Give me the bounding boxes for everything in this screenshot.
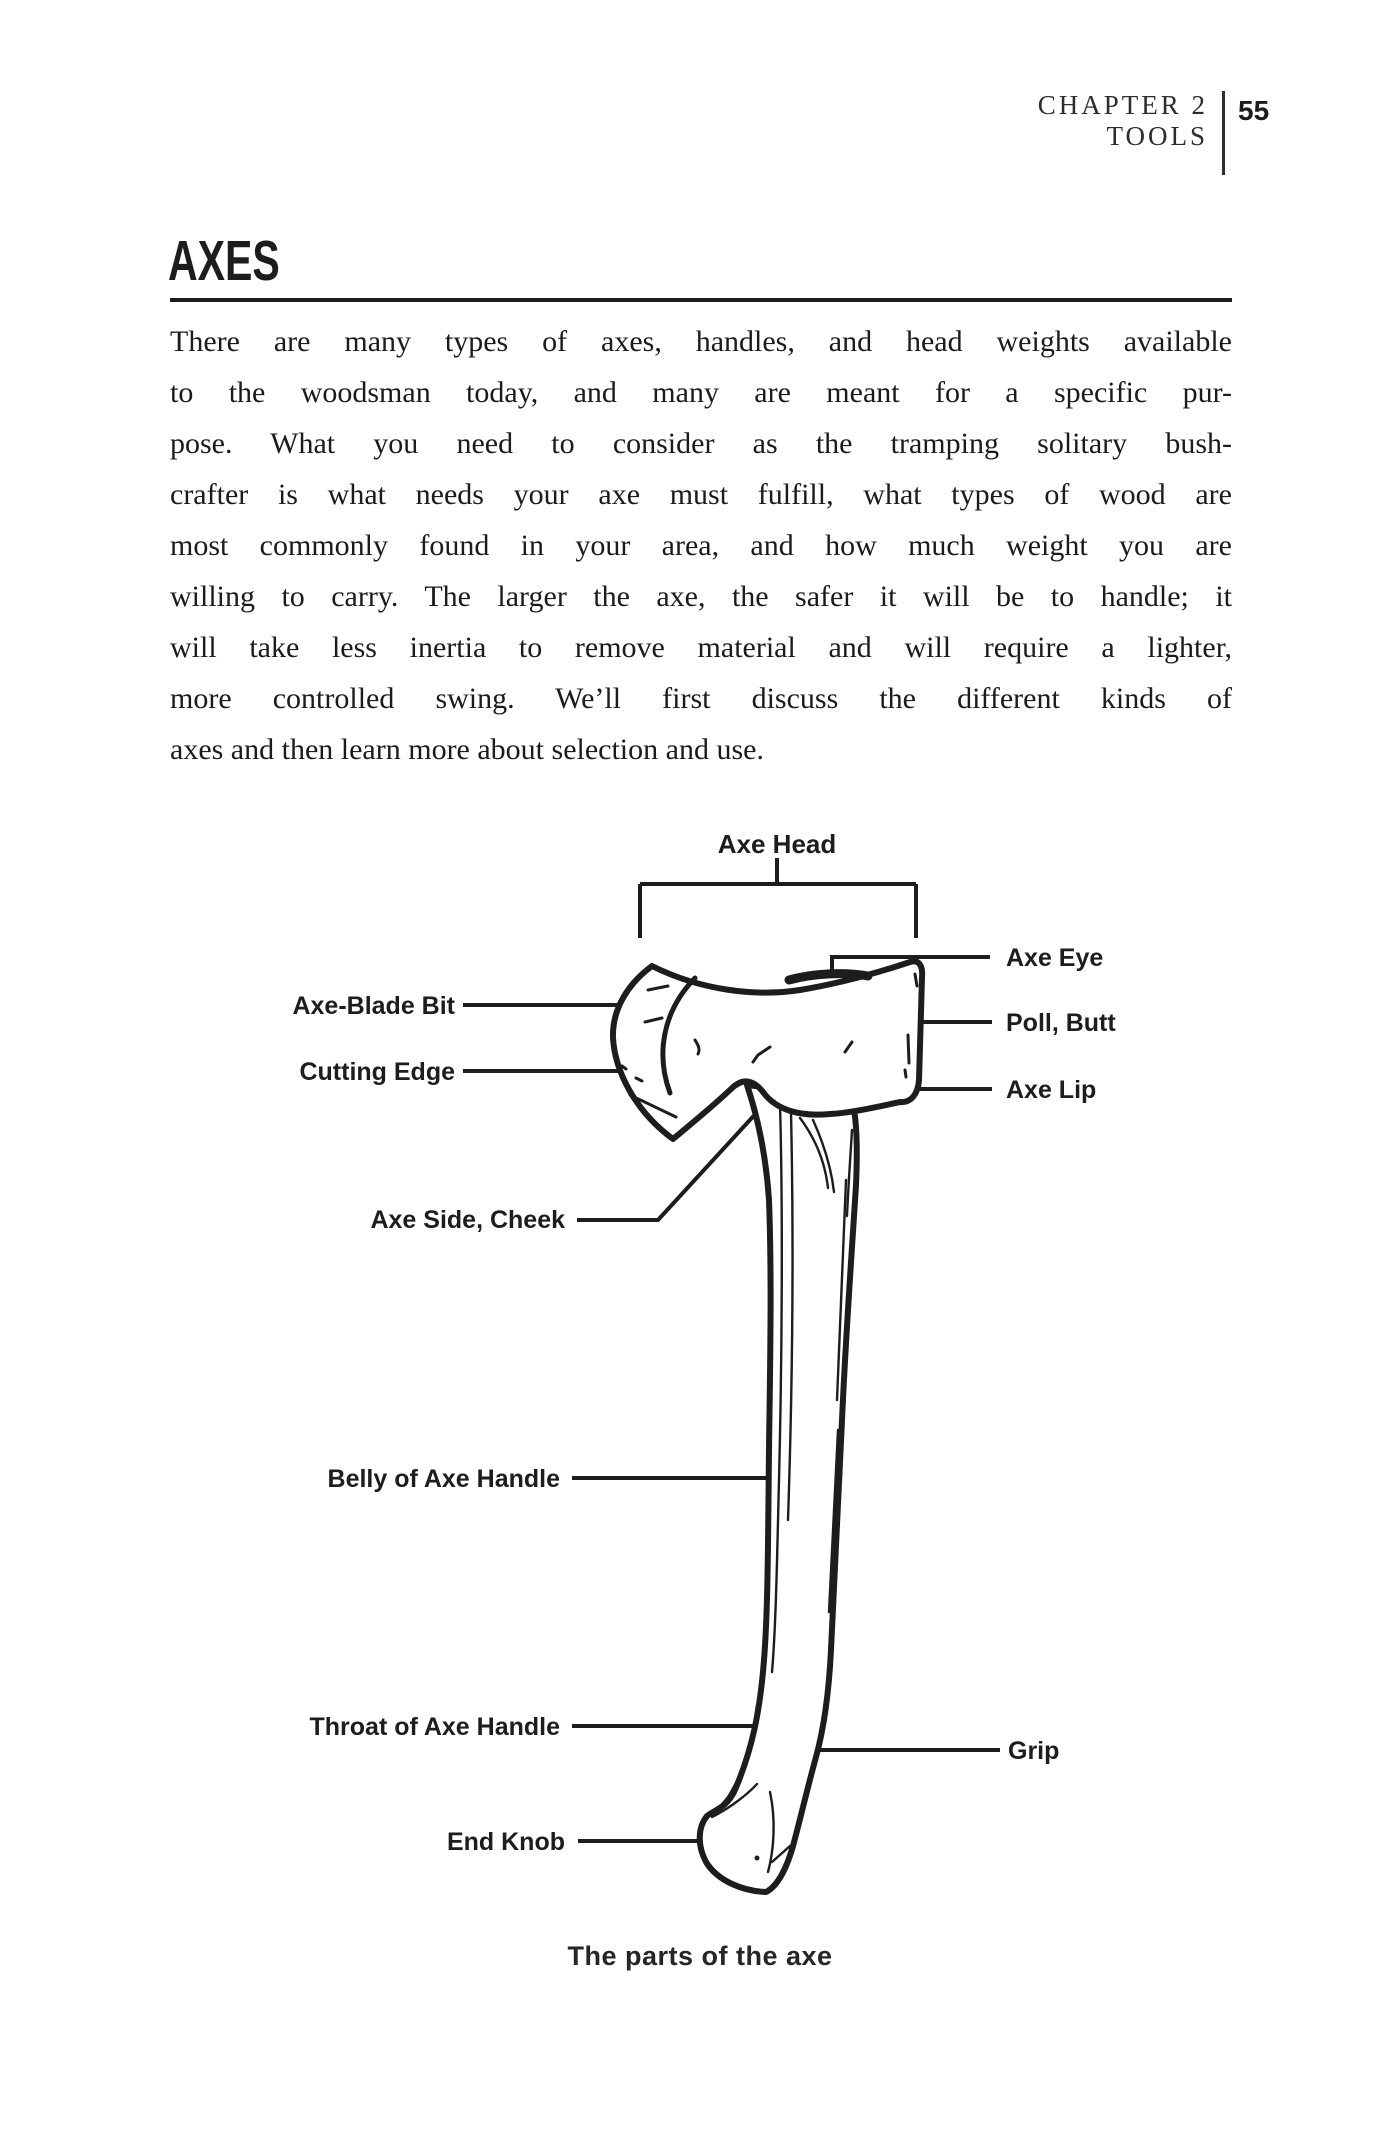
section-label: TOOLS	[1106, 121, 1208, 151]
body-paragraph	[170, 316, 1232, 775]
folio-divider-rule	[1222, 91, 1225, 175]
poll-dash	[915, 974, 917, 986]
paragraph-line: axes and then learn more about selection and use.	[170, 733, 764, 766]
paragraph-line: crafter is what needs your axe must fulfill, what types of wood are	[170, 478, 1232, 511]
axe-side-cheek-label: Axe Side, Cheek	[370, 1206, 565, 1234]
axe-head-bracket	[640, 858, 916, 938]
chapter-label: CHAPTER 2	[1037, 90, 1208, 120]
poll-dash	[908, 1035, 909, 1063]
paragraph-line: pose. What you need to consider as the tramping solitary bush-	[170, 427, 1232, 460]
paragraph-line: to the woodsman today, and many are meant for a specific pur-	[170, 376, 1232, 409]
axe-lip-label: Axe Lip	[1006, 1076, 1097, 1104]
grip-label: Grip	[1008, 1737, 1060, 1765]
axe-illustration	[613, 961, 922, 1892]
paragraph-line: most commonly found in your area, and how much weight you are	[170, 529, 1232, 562]
end-knob-label: End Knob	[446, 1828, 565, 1856]
end-knob-dot	[755, 1856, 760, 1861]
throat-of-axe-handle-label: Throat of Axe Handle	[309, 1713, 560, 1741]
paragraph-line: will take less inertia to remove material and will require a lighter,	[170, 631, 1232, 664]
paragraph-line: more controlled swing. We’ll first discuss the different kinds of	[170, 682, 1232, 715]
axe-blade-bit-label: Axe-Blade Bit	[292, 992, 455, 1020]
poll-butt-label: Poll, Butt	[1006, 1009, 1116, 1037]
running-head	[1038, 90, 1208, 152]
belly-of-axe-handle-label: Belly of Axe Handle	[327, 1465, 560, 1493]
axe-eye-label: Axe Eye	[1006, 944, 1104, 972]
figure-caption: The parts of the axe	[567, 1941, 833, 1971]
poll-dash	[905, 1070, 906, 1077]
axe-head-label: Axe Head	[717, 829, 837, 859]
section-heading: AXES	[168, 229, 280, 293]
paragraph-line: willing to carry. The larger the axe, the safer it will be to handle; it	[170, 580, 1232, 613]
cutting-edge-label: Cutting Edge	[299, 1058, 455, 1086]
heading-rule	[170, 298, 1232, 302]
axe-parts-diagram	[0, 780, 1400, 2030]
page-number: 55	[1238, 95, 1270, 126]
paragraph-line: There are many types of axes, handles, and head weights available	[170, 325, 1232, 358]
